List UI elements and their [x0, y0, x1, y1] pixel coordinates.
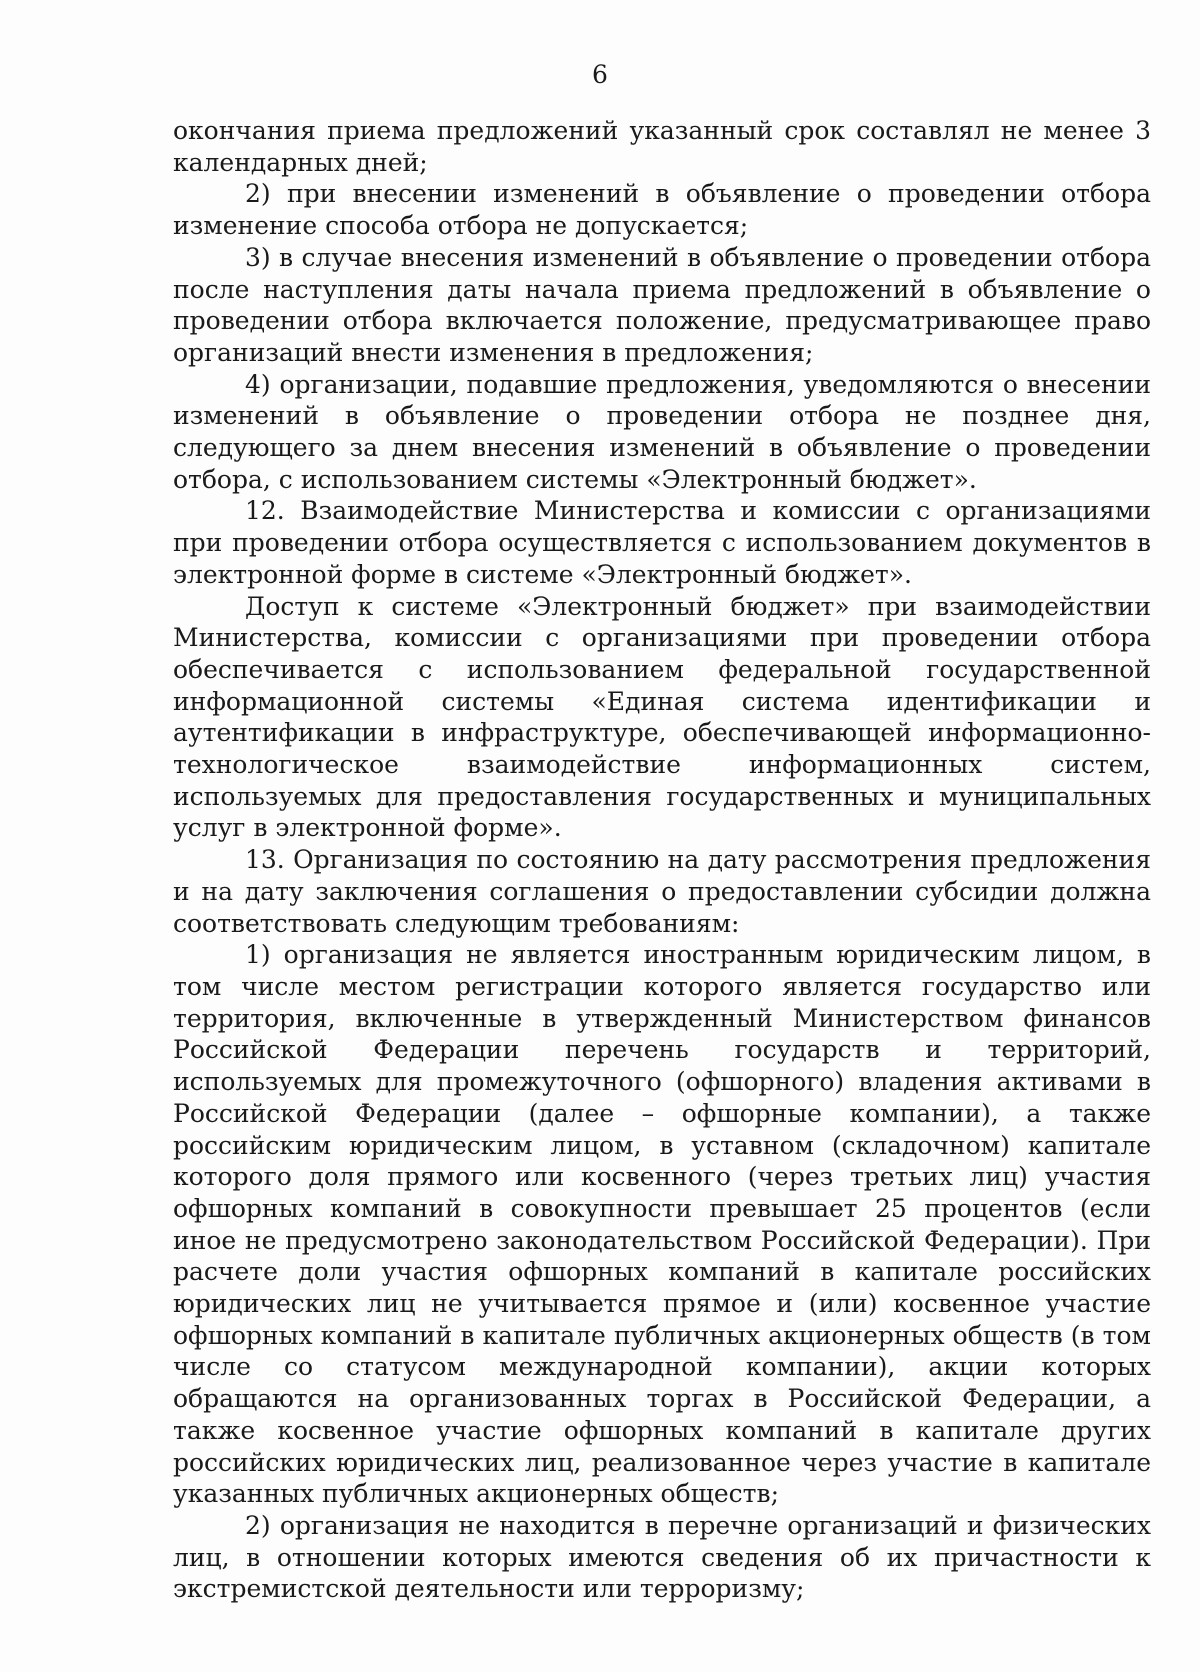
paragraph-section-13: 13. Организация по состоянию на дату рассмотрения предложения и на дату заключения соглашения о предоставлении субсидии должна соответствовать следующим требованиям: — [173, 845, 1151, 938]
paragraph-requirement-2: 2) организация не находится в перечне организаций и физических лиц, в отношении которых имеются сведения об их причастности к экстремистской деятельности или терроризму; — [173, 1510, 1151, 1604]
paragraph-requirement-1: 1) организация не является иностранным юридическим лицом, в том числе местом регистрации которого является государство или территория, включенные в утвержденный Министерством финансов Российской Федерации перечень государств и территорий, используемых для промежуточного (офшорного) владения активами в Российской Федерации (далее – офшорные компании), а также российским юридическим лицом, в уставном (складочном) капитале которого доля прямого или косвенного (через третьих лиц) участия офшорных компаний в совокупности превышает 25 процентов (если иное не предусмотрено законодательством Российской Федерации). При расчете доли участия офшорных компаний в капитале российских юридических лиц не учитывается прямое и (или) косвенное участие офшорных компаний в капитале публичных акционерных обществ (в том числе со статусом международной компании), акции которых обращаются на организованных торгах в Российской Федерации, а также косвенное участие офшорных компаний в капитале других российских юридических лиц, реализованное через участие в капитале указанных публичных акционерных обществ; — [173, 940, 1151, 1509]
paragraph-access: Доступ к системе «Электронный бюджет» при взаимодействии Министерства, комиссии с организациями при проведении отбора обеспечивается с использованием федеральной государственной информационной системы «Единая система идентификации и аутентификации в инфраструктуре, обеспечивающей информационно-технологическое взаимодействие информационных систем, используемых для предоставления государственных и муниципальных услуг в электронной форме». — [173, 591, 1151, 843]
page-number: 6 — [592, 60, 608, 89]
paragraph-item-2: 2) при внесении изменений в объявление о проведении отбора изменение способа отбора не допускается; — [173, 179, 1151, 241]
document-body — [173, 115, 1151, 1605]
paragraph-continuation: окончания приема предложений указанный срок составлял не менее 3 календарных дней; — [173, 116, 1151, 177]
paragraph-item-4: 4) организации, подавшие предложения, уведомляются о внесении изменений в объявление о проведении отбора не позднее дня, следующего за днем внесения изменений в объявление о проведении отбора, с использованием системы «Электронный бюджет». — [173, 369, 1151, 494]
paragraph-item-3: 3) в случае внесения изменений в объявление о проведении отбора после наступления даты начала приема предложений в объявление о проведении отбора включается положение, предусматривающее право организаций внести изменения в предложения; — [173, 242, 1151, 367]
paragraph-section-12: 12. Взаимодействие Министерства и комиссии с организациями при проведении отбора осуществляется с использованием документов в электронной форме в системе «Электронный бюджет». — [173, 496, 1151, 589]
